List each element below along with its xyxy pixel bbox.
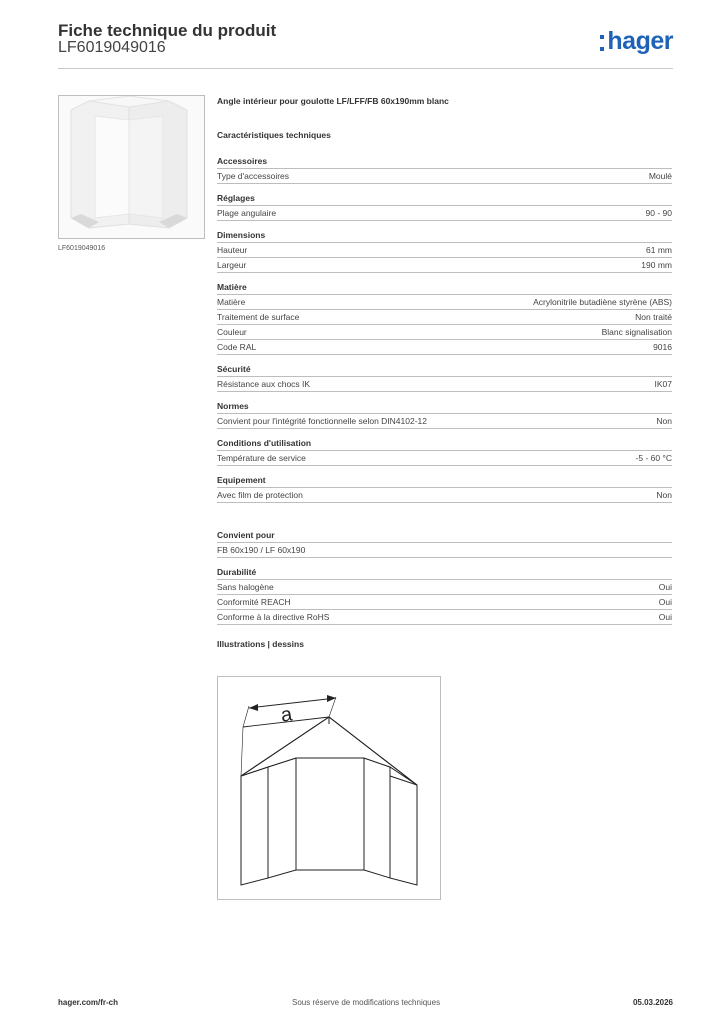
spec-label: Matière: [217, 297, 246, 307]
spec-value: 9016: [653, 342, 672, 352]
section-title: Sécurité: [217, 363, 672, 377]
spec-row: [217, 169, 672, 184]
spec-value: 90 - 90: [645, 208, 672, 218]
technical-drawing: [217, 676, 441, 900]
spec-row: [217, 310, 672, 325]
spec-row: [217, 488, 672, 503]
section-title: Convient pour: [217, 529, 672, 543]
spec-value: Non: [656, 490, 672, 500]
spec-section: [217, 437, 672, 466]
characteristics-title: Caractéristiques techniques: [217, 130, 331, 140]
footer-notice: Sous réserve de modifications techniques: [292, 998, 441, 1007]
header-divider: [58, 68, 673, 69]
spec-row: [217, 543, 672, 558]
section-title: Durabilité: [217, 566, 672, 580]
spec-label: Traitement de surface: [217, 312, 300, 322]
spec-label: Convient pour l'intégrité fonctionnelle selon DIN4102-12: [217, 416, 428, 426]
section-title: Normes: [217, 400, 672, 414]
illustrations-title: Illustrations | dessins: [217, 639, 304, 649]
page-title: Fiche technique du produit: [58, 21, 277, 40]
spec-value: 61 mm: [646, 245, 672, 255]
dimension-label: a: [279, 703, 294, 727]
product-reference: LF6019049016: [58, 39, 166, 56]
spec-sections: [217, 155, 672, 503]
spec-value: Moulé: [648, 171, 672, 181]
footer-date: 05.03.2026: [632, 998, 673, 1007]
spec-value: Blanc signalisation: [601, 327, 672, 337]
spec-label: Code RAL: [217, 342, 257, 352]
spec-label: Température de service: [217, 453, 306, 463]
spec-label: Type d'accessoires: [217, 171, 290, 181]
spec-value: -5 - 60 °C: [635, 453, 672, 463]
spec-row: [217, 580, 672, 595]
spec-label: Largeur: [217, 260, 247, 270]
spec-label: Plage angulaire: [217, 208, 277, 218]
spec-value: Acrylonitrile butadiène styrène (ABS): [533, 297, 672, 307]
spec-label: Avec film de protection: [217, 490, 303, 500]
spec-section: [217, 400, 672, 429]
section-title: Réglages: [217, 192, 672, 206]
section-title: Matière: [217, 281, 672, 295]
spec-row: [217, 414, 672, 429]
photo-caption: LF6019049016: [58, 245, 106, 252]
spec-section: [217, 155, 672, 184]
spec-row: [217, 243, 672, 258]
section-title: Conditions d'utilisation: [217, 437, 672, 451]
spec-row: [217, 206, 672, 221]
spec-value: IK07: [654, 379, 672, 389]
spec-label: Couleur: [217, 327, 247, 337]
spec-row: [217, 610, 672, 625]
spec-label: FB 60x190 / LF 60x190: [217, 545, 306, 555]
spec-row: [217, 377, 672, 392]
product-name: Angle intérieur pour goulotte LF/LFF/FB 60x190mm blanc: [217, 96, 449, 106]
spec-section: [217, 281, 672, 355]
spec-row: [217, 340, 672, 355]
spec-label: Hauteur: [217, 245, 248, 255]
spec-value: Non: [656, 416, 672, 426]
footer-website-link[interactable]: hager.com/fr-ch: [58, 998, 119, 1007]
spec-value: Oui: [658, 597, 672, 607]
section-title: Accessoires: [217, 155, 672, 169]
durability-section: [217, 566, 672, 625]
spec-section: [217, 363, 672, 392]
logo-text: hager: [607, 27, 673, 55]
hager-logo[interactable]: [599, 27, 673, 56]
spec-row: [217, 595, 672, 610]
spec-section: [217, 229, 672, 273]
section-title: Equipement: [217, 474, 672, 488]
spec-panel: [217, 96, 672, 649]
product-photo: [58, 95, 205, 239]
section-title: Dimensions: [217, 229, 672, 243]
spec-value: Oui: [658, 612, 672, 622]
spec-label: Sans halogène: [217, 582, 274, 592]
spec-row: [217, 325, 672, 340]
spec-row: [217, 451, 672, 466]
spec-label: Résistance aux chocs IK: [217, 379, 311, 389]
spec-value: Non traité: [635, 312, 672, 322]
logo-colon-icon: [599, 27, 605, 55]
spec-row: [217, 295, 672, 310]
spec-row: [217, 258, 672, 273]
spec-value: 190 mm: [641, 260, 672, 270]
compat-section: [217, 529, 672, 558]
spec-section: [217, 192, 672, 221]
spec-section: [217, 474, 672, 503]
spec-label: Conforme à la directive RoHS: [217, 612, 330, 622]
spec-label: Conformité REACH: [217, 597, 291, 607]
spec-value: Oui: [658, 582, 672, 592]
